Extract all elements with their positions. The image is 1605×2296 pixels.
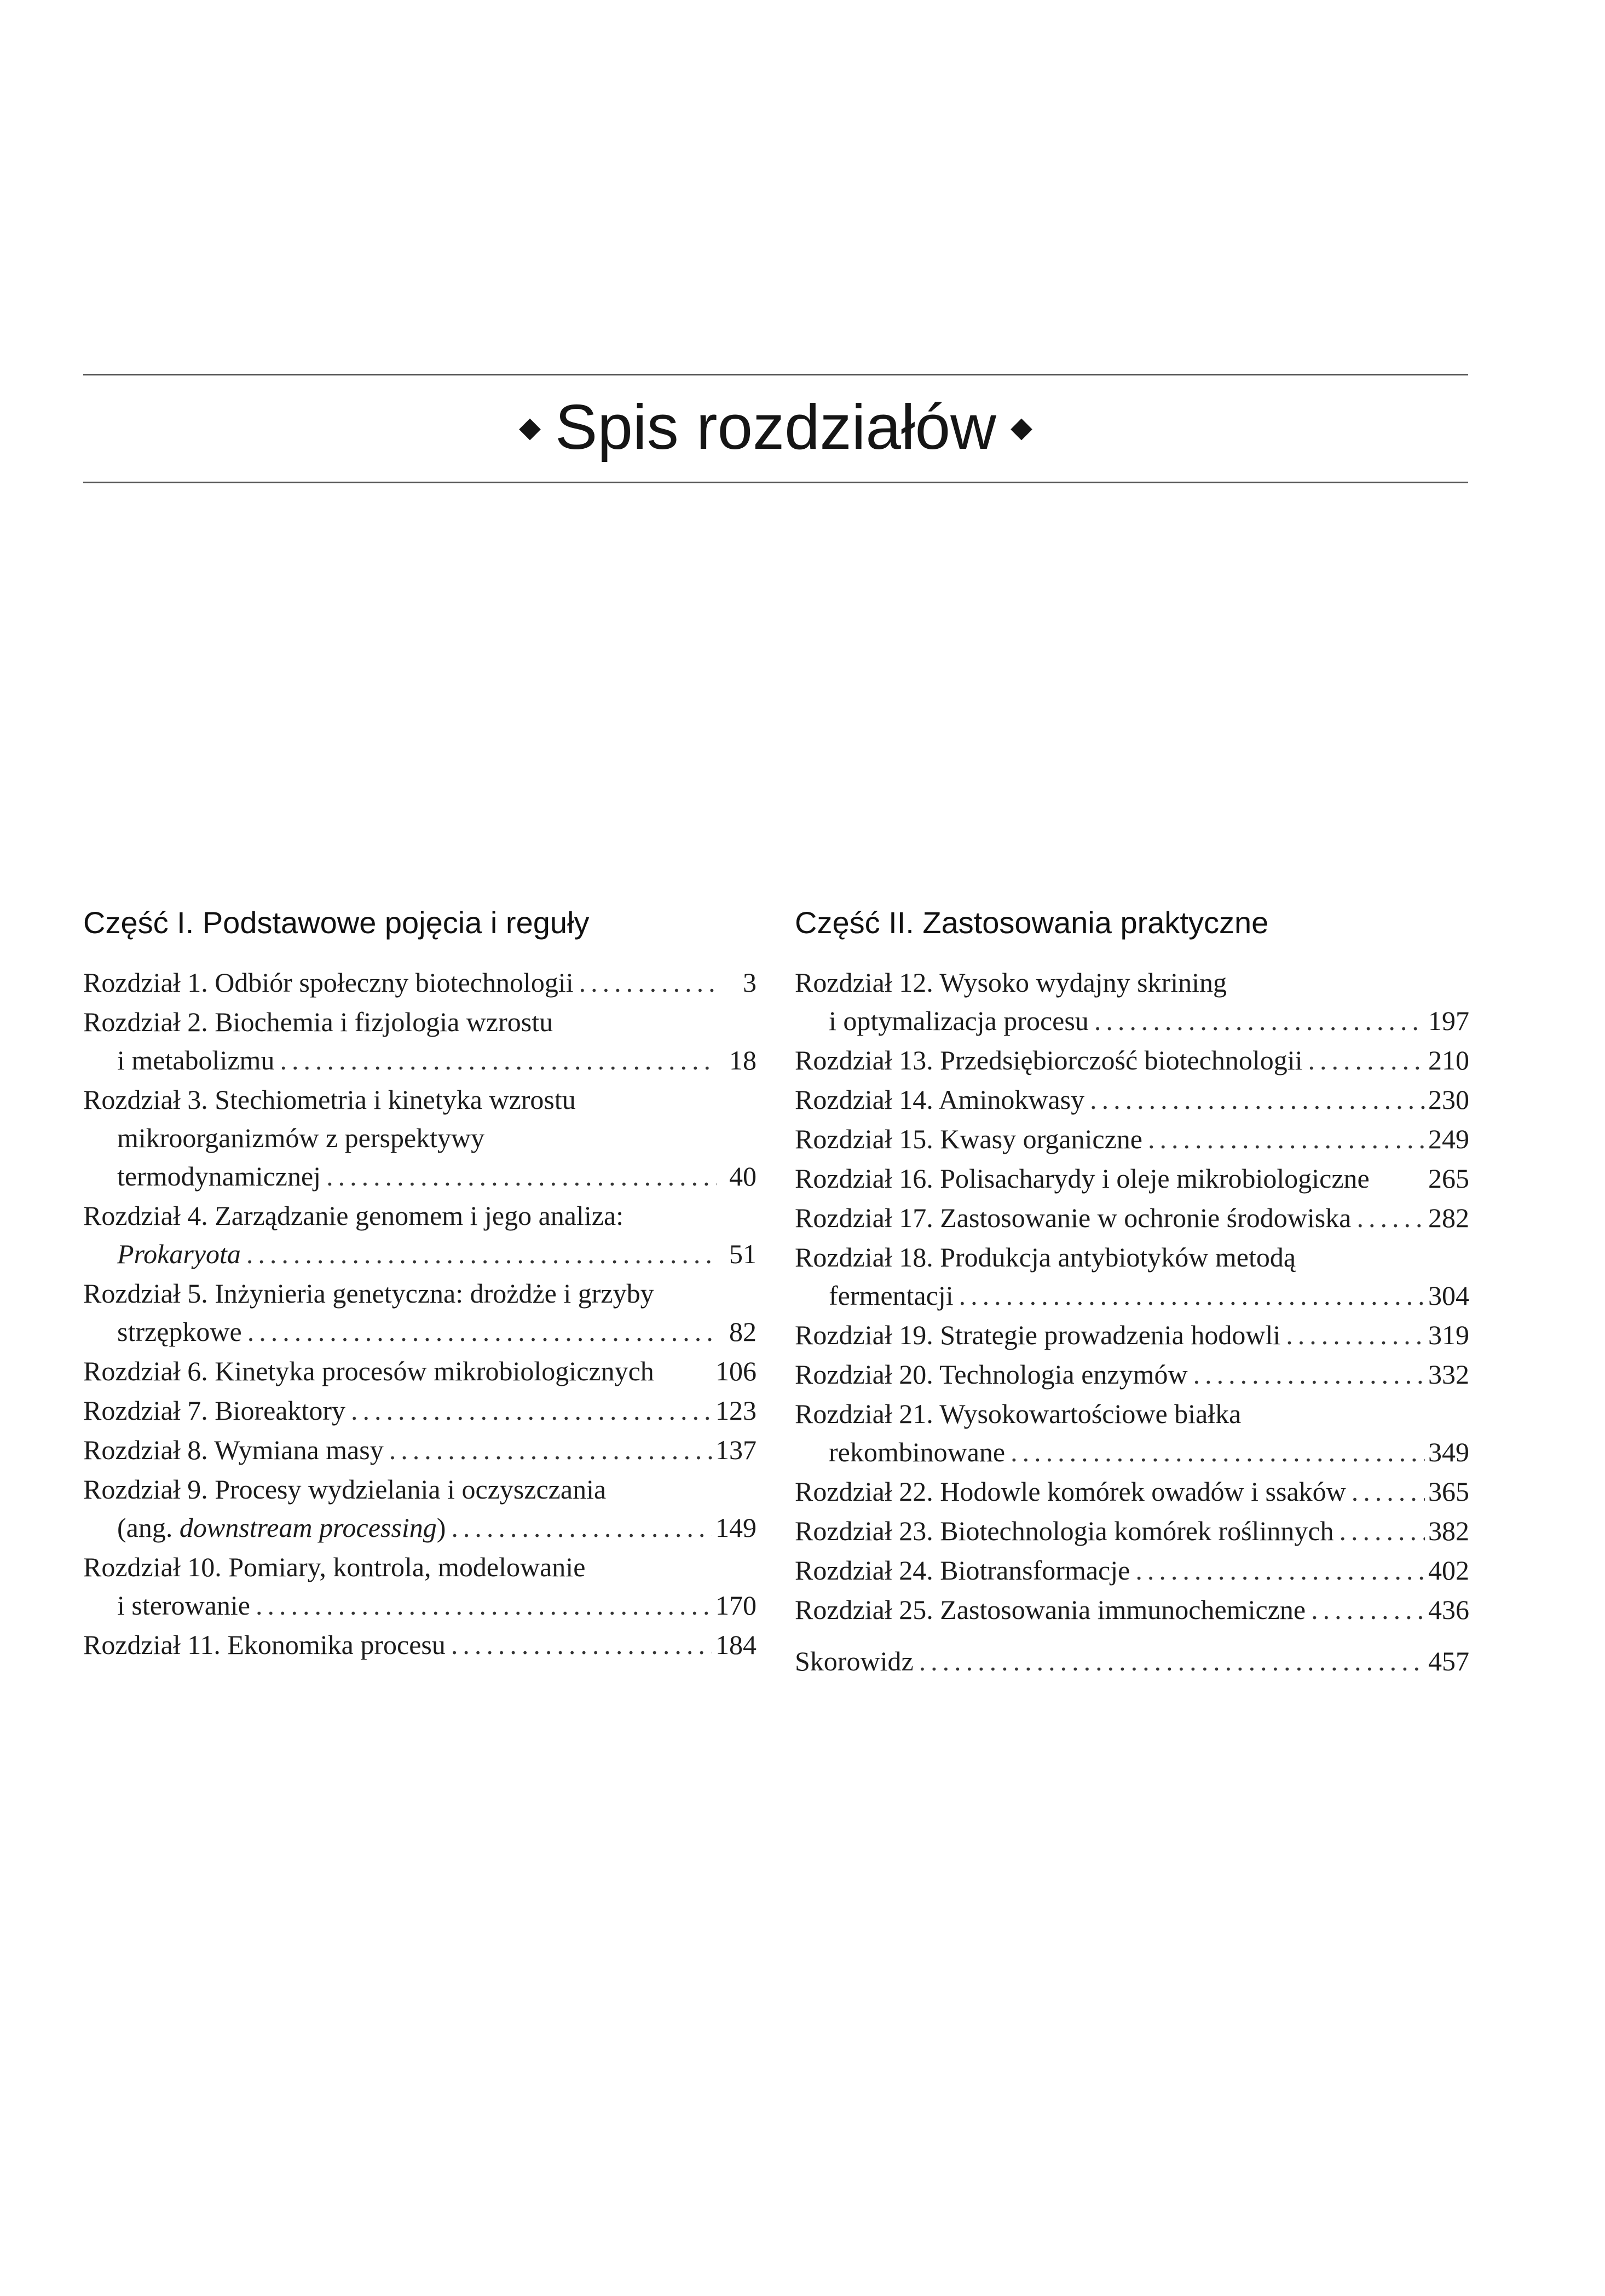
toc-entry-title: Rozdział 18. Produkcja antybiotyków metodą: [795, 1242, 1296, 1273]
toc-entry-title-cont: mikroorganizmów z perspektywy: [117, 1123, 485, 1153]
dot-leader: [1352, 1472, 1425, 1511]
toc-entry-title: Rozdział 10. Pomiary, kontrola, modelowanie: [83, 1552, 586, 1582]
toc-page-number: 170: [715, 1590, 757, 1621]
toc-entry-chapter-5[interactable]: [83, 1274, 757, 1351]
toc-entry-title: Rozdział 3. Stechiometria i kinetyka wzrostu: [83, 1084, 576, 1115]
toc-entry-chapter-8[interactable]: [83, 1431, 757, 1469]
toc-entry-chapter-13[interactable]: [795, 1041, 1469, 1079]
toc-page-number: 51: [729, 1239, 757, 1269]
dot-leader: [451, 1508, 712, 1547]
toc-entry-title: Rozdział 15. Kwasy organiczne: [795, 1124, 1142, 1154]
toc-entry-chapter-12[interactable]: [795, 963, 1469, 1040]
toc-page-number: 40: [729, 1161, 757, 1192]
dot-leader: [579, 963, 717, 1002]
toc-entry-title: Rozdział 9. Procesy wydzielania i oczyszczania: [83, 1474, 607, 1505]
toc-entry-title: Rozdział 7. Bioreaktory: [83, 1395, 346, 1426]
toc-entry-title: Rozdział 19. Strategie prowadzenia hodowli: [795, 1320, 1281, 1350]
toc-entry-chapter-17[interactable]: [795, 1199, 1469, 1237]
toc-entry-chapter-14[interactable]: [795, 1080, 1469, 1119]
toc-entry-title: Rozdział 8. Wymiana masy: [83, 1435, 384, 1465]
toc-entry-chapter-23[interactable]: [795, 1512, 1469, 1550]
toc-page-number: 184: [715, 1629, 757, 1660]
toc-entry-title: Rozdział 12. Wysoko wydajny skrining: [795, 967, 1227, 998]
toc-entry-chapter-18[interactable]: [795, 1238, 1469, 1315]
toc-page-number: 265: [1428, 1163, 1469, 1194]
dot-leader: [1308, 1041, 1425, 1079]
toc-entry-title: Rozdział 6. Kinetyka procesów mikrobiologicznych: [83, 1356, 654, 1386]
toc-entry-title-cont: rekombinowane: [829, 1437, 1006, 1467]
toc-page-number: 82: [729, 1316, 757, 1347]
toc-entry-chapter-22[interactable]: [795, 1472, 1469, 1511]
toc-page-number: 123: [715, 1395, 757, 1426]
toc-entry-title: Rozdział 11. Ekonomika procesu: [83, 1629, 446, 1660]
toc-entry-chapter-19[interactable]: [795, 1316, 1469, 1354]
diamond-ornament-icon: ◆: [519, 412, 541, 444]
toc-page-number: 3: [743, 967, 757, 998]
toc-page-number: 365: [1428, 1476, 1469, 1507]
dot-leader: [1356, 1199, 1425, 1237]
toc-entry-title: Rozdział 21. Wysokowartościowe białka: [795, 1398, 1242, 1429]
toc-entry-index[interactable]: [795, 1642, 1469, 1680]
toc-entry-title: Rozdział 1. Odbiór społeczny biotechnologii: [83, 967, 574, 998]
toc-entry-chapter-9[interactable]: [83, 1470, 757, 1547]
toc-entry-title-italic: downstream processing: [179, 1512, 437, 1543]
toc-page-number: 402: [1428, 1555, 1469, 1586]
toc-page-number: 249: [1428, 1124, 1469, 1154]
toc-entry-chapter-3[interactable]: [83, 1080, 757, 1195]
toc-entry-title-cont: i optymalizacja procesu: [829, 1005, 1089, 1036]
toc-page-number: 332: [1428, 1359, 1469, 1390]
dot-leader: [451, 1626, 712, 1664]
dot-leader: [1135, 1551, 1425, 1589]
toc-entry-title: Rozdział 22. Hodowle komórek owadów i ssaków: [795, 1476, 1346, 1507]
toc-page-number: 230: [1428, 1084, 1469, 1115]
toc-entry-title: Rozdział 14. Aminokwasy: [795, 1084, 1085, 1115]
toc-entry-chapter-4[interactable]: [83, 1196, 757, 1273]
dot-leader: [1340, 1512, 1425, 1550]
diamond-ornament-icon: ◆: [1010, 412, 1032, 444]
toc-entry-title: Rozdział 25. Zastosowania immunochemiczne: [795, 1594, 1306, 1625]
page-title-text: Spis rozdziałów: [555, 391, 996, 462]
toc-entry-title: Rozdział 17. Zastosowanie w ochronie środowiska: [795, 1202, 1352, 1233]
dot-leader: [247, 1312, 717, 1351]
dot-leader: [246, 1235, 717, 1273]
toc-entry-title: Rozdział 20. Technologia enzymów: [795, 1359, 1188, 1390]
toc-entry-chapter-1[interactable]: [83, 963, 757, 1002]
toc-entry-title: Rozdział 5. Inżynieria genetyczna: drożdże i grzyby: [83, 1278, 654, 1309]
toc-entry-title-cont: fermentacji: [829, 1280, 954, 1311]
toc-page-number: 457: [1428, 1646, 1469, 1676]
toc-entry-title: Rozdział 24. Biotransformacje: [795, 1555, 1130, 1586]
toc-entry-title-cont: Prokaryota: [117, 1239, 241, 1269]
toc-page-number: 197: [1428, 1005, 1469, 1036]
title-rule-bottom: [83, 482, 1468, 483]
toc-page-number: 210: [1428, 1045, 1469, 1075]
toc-entry-title-suffix: ): [436, 1512, 446, 1543]
dot-leader: [1148, 1120, 1425, 1158]
toc-entry-title: Skorowidz: [795, 1646, 914, 1676]
toc-page-number: 18: [729, 1045, 757, 1075]
title-rule-top: [83, 374, 1468, 375]
toc-entry-chapter-21[interactable]: [795, 1395, 1469, 1471]
part-2-heading: Część II. Zastosowania praktyczne: [795, 905, 1269, 940]
toc-page-number: 149: [715, 1512, 757, 1543]
toc-page-number: 106: [715, 1356, 757, 1386]
toc-entry-title: Rozdział 4. Zarządzanie genomem i jego analiza:: [83, 1200, 624, 1231]
toc-entry-chapter-16[interactable]: [795, 1159, 1469, 1198]
toc-page-number: 137: [715, 1435, 757, 1465]
toc-page-number: 319: [1428, 1320, 1469, 1350]
toc-page-number: 382: [1428, 1516, 1469, 1546]
dot-leader: [280, 1041, 717, 1079]
toc-entry-chapter-7[interactable]: [83, 1391, 757, 1430]
dot-leader: [1094, 1002, 1425, 1040]
toc-page-number: 436: [1428, 1594, 1469, 1625]
dot-leader: [919, 1642, 1425, 1680]
toc-entry-chapter-20[interactable]: [795, 1355, 1469, 1393]
toc-entry-chapter-6[interactable]: [83, 1352, 757, 1390]
part-2-column: [795, 903, 1469, 1681]
dot-leader: [1193, 1355, 1425, 1393]
toc-page-number: 349: [1428, 1437, 1469, 1467]
toc-entry-title: Rozdział 16. Polisacharydy i oleje mikrobiologiczne: [795, 1163, 1370, 1194]
part-1-column: [83, 903, 757, 1665]
dot-leader: [256, 1586, 712, 1624]
toc-entry-title-cont: [117, 1508, 446, 1547]
dot-leader: [1090, 1080, 1425, 1119]
dot-leader: [1011, 1433, 1425, 1471]
dot-leader: [351, 1391, 712, 1430]
toc-entry-title: Rozdział 2. Biochemia i fizjologia wzrostu: [83, 1007, 553, 1037]
toc-entry-title: Rozdział 13. Przedsiębiorczość biotechnologii: [795, 1045, 1303, 1075]
toc-entry-chapter-2[interactable]: [83, 1003, 757, 1079]
toc-entry-chapter-24[interactable]: [795, 1551, 1469, 1589]
dot-leader: [1311, 1591, 1425, 1629]
toc-entry-title-cont: i sterowanie: [117, 1590, 250, 1621]
toc-entry-chapter-15[interactable]: [795, 1120, 1469, 1158]
toc-entry-title-prefix: (ang.: [117, 1512, 180, 1543]
dot-leader: [389, 1431, 712, 1469]
toc-entry-chapter-25[interactable]: [795, 1591, 1469, 1629]
page-title: [83, 383, 1468, 476]
toc-page-number: 282: [1428, 1202, 1469, 1233]
dot-leader: [326, 1157, 717, 1195]
index-spacer: [795, 1630, 1469, 1642]
dot-leader: [1286, 1316, 1425, 1354]
toc-entry-title-cont: i metabolizmu: [117, 1045, 275, 1075]
toc-entry-title: Rozdział 23. Biotechnologia komórek roślinnych: [795, 1516, 1334, 1546]
toc-entry-title-cont: strzępkowe: [117, 1316, 242, 1347]
part-1-heading: Część I. Podstawowe pojęcia i reguły: [83, 905, 590, 940]
toc-entry-chapter-11[interactable]: [83, 1626, 757, 1664]
toc-entry-title-cont: termodynamicznej: [117, 1161, 321, 1192]
toc-entry-chapter-10[interactable]: [83, 1548, 757, 1624]
toc-page-number: 304: [1428, 1280, 1469, 1311]
dot-leader: [959, 1276, 1425, 1315]
